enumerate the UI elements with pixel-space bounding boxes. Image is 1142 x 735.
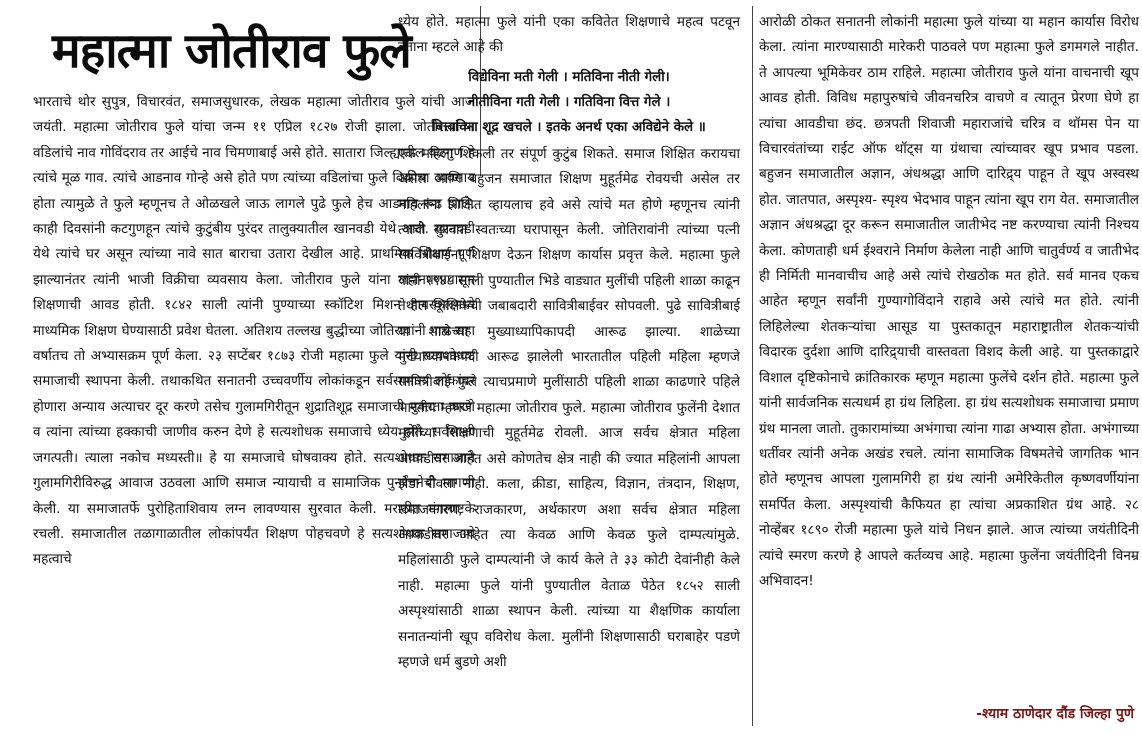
poem-line: विद्येविना मती गेली । मतिविना नीती गेली। bbox=[468, 69, 670, 85]
poem-line: वित्ताविना शूद्र खचले । इतके अनर्थ एका अविद्येने केले ॥ bbox=[432, 119, 706, 135]
article-headline: महात्मा जोतीराव फुले bbox=[52, 23, 411, 79]
poem-block bbox=[398, 65, 740, 140]
column-2-intro: ध्येय होते. महात्मा फुले यांनी एका कवितेत शिक्षणाचे महत्व पटवून देताना म्हटले आहे की bbox=[398, 14, 740, 56]
author-signature: -श्याम ठाणेदार दौंड जिल्हा पुणे bbox=[976, 706, 1134, 722]
column-2-text: एक महिला शिकली तर संपूर्ण कुटुंब शिकते. समाज शिक्षित करायचा असेल आणि बहुजन समाजात शिक्षण मुहूर्तमेढ रोवयची असेल तर महिलांना शिक्षित व्हायलाच हवे असे त्यांचे मत होणे म्हणूनच त्यांनी त्याची सुरवात स्वतःच्या घरापासून केली. जोतिरावांनी त्यांच्या पत्नी सावित्रीबाईना शिक्षण देऊन शिक्षण कार्यास प्रवृत्त केले. महात्मा फुले यांनी १९४८ साली पुण्यातील भिडे वाड्यात मुलींची पहिली शाळा काढून तेथील शिक्षिकेची जबाबदारी सावित्रीबाईवर सोपवली. पुढे सावित्रीबाई या शाळेच्या मुख्याध्यापिकापदी आरूढ झाल्या. शाळेच्या मुख्याध्यापकपदी आरूढ झालेली भारतातील पहिली महिला म्हणजे सावित्रीबाई फुले त्याचप्रमाणे मुलींसाठी पहिली शाळा काढणारे पहिले भारतीय म्हणजे महात्मा जोतीराव फुले. महात्मा जोतीराव फुलेंनी देशात मुलींच्या शिक्षणाची मुहूर्तमेढ रोवली. आज सर्वच क्षेत्रात महिला आघाडीवर आहेत असे कोणतेच क्षेत्र नाही की ज्यात महिलांनी आपला झेंडा रोवला नाही. कला, क्रीडा, साहित्य, विज्ञान, तंत्रदान, शिक्षण, समाजकारण, राजकारण, अर्थकारण अशा सर्वच क्षेत्रात महिला आघाडीवर आहेत त्या केवळ आणि केवळ फुले दाम्पत्यांमुळे. महिलांसाठी फुले दाम्पत्यांनी जे कार्य केले ते ३३ कोटी देवांनीही केले नाही. महात्मा फुले यांनी पुण्यातील वेताळ पेठेत १८५२ साली अस्पृश्यांसाठी शाळा स्थापन केली. त्यांच्या या शैक्षणिक कार्याला सनातन्यांनी खूप वविरोध केला. मुलींनी शिक्षणासाठी घराबाहेर पडणे म्हणजे धर्म बुडणे अशी bbox=[398, 145, 740, 670]
article-column-3 bbox=[759, 10, 1139, 594]
column-1-text: भारताचे थोर सुपुत्र, विचारवंत, समाजसुधारक, लेखक महात्मा जोतीराव फुले यांची आज जयंती. महात्मा जोतीराव फुले यांचा जन्म ११ एप्रिल १८२७ रोजी झाला. जोतीरावांच्या वडिलांचे नाव गोविंदराव तर आईचे नाव चिमणाबाई असे होते. सातारा जिल्ह्यातील कटगुण हे त्यांचे मूळ गाव. त्यांचे आडनाव गोन्हे असे होते पण त्यांच्या वडिलांचा फुले विक्रीचा व्यवसाय होता त्यामुळे ते फुले म्हणूनच ते ओळखले जाऊ लागले पुढे फुले हेच आडनाव रूढ झाले. काही दिवसांनी कटगुणहून त्यांचे कुटुंबीय पुरंदर तालुक्यातील खानवडी येथे आले. खानवडी येथे त्यांचे घर असून त्यांच्या नावे सात बाराचा उतारा देखील आहे. प्राथमिक शिक्षण पूर्ण झाल्यानंतर त्यांनी भाजी विक्रीचा व्यवसाय केला. जोतीराव फुले यांना लहानपणापासून शिक्षणाची आवड होती. १८४२ साली त्यांनी पुण्याच्या स्कॉटिश मिशन हायस्कूलमध्ये माध्यमिक शिक्षण घेण्यासाठी प्रवेश घेतला. अतिशय तल्लख बुद्धीच्या जोतिरावांनी पाच सहा वर्षातच तो अभ्यासक्रम पूर्ण केला. २३ सप्टेंबर १८७३ रोजी महात्मा फुले यांनी सत्यशोधक समाजाची स्थापना केली. तथाकथित सनातनी उच्चवर्णीय लोकांकडून सर्वसामान्य लोकांवर होणारा अन्याय अत्याचर दूर करणे तसेच गुलामगिरीतून शुद्रातिशूद्र समाजाची मुक्तता करणे व त्यांना त्यांच्या हक्काची जाणीव करुन देणे हे सत्यशोधक समाजाचे ध्येय होते. सर्वसाक्षी जगत्पती। त्याला नकोच मध्यस्ती॥ हे या समाजाचे घोषवाक्य होते. सत्यशोधक समाजाने गुलामगिरीविरुद्ध आवाज उठवला आणि समाज न्यायाची व सामाजिक पुनर्रचनेची मागणी केली. या समाजातर्फे पुरोहिताशिवाय लग्न लावण्यास सुरवात केली. मराठीत मंगलाष्टके रचली. समाजातील तळागाळातील लोकांपर्यंत शिक्षण पोहचवणे हे सत्यशोधक समाजाचे महत्वाचे bbox=[33, 94, 475, 568]
article-column-2 bbox=[398, 10, 740, 675]
column-3-text: आरोळी ठोकत सनातनी लोकांनी महात्मा फुले यांच्या या महान कार्यास विरोध केला. त्यांना मारण्यासाठी मारेकरी पाठवले पण महात्मा फुले डगमगले नाहीत. ते आपल्या भूमिकेवर ठाम राहिले. महात्मा जोतीराव फुले यांना वाचनाची खूप आवड होती. विविध महापुरुषांचे जीवनचरित्र वाचणे व त्यातून प्रेरणा घेणे हा त्यांचा आवडीचा छंद. छत्रपती शिवाजी महाराजांचे चरित्र व थॉमस पेन या विचारवंतांच्या राईट ऑफ थॉट्स या ग्रंथाचा त्यांच्यावर खूप प्रभाव पडला. बहुजन समाजातील अज्ञान, अंधश्रद्धा आणि दारिद्र्य पाहून ते खूप अस्वस्थ होत. जातपात, अस्पृश्य- स्पृश्य भेदभाव पाहून त्यांना खूप राग येत. समाजातील अज्ञान अंधश्रद्धा दूर करून समाजातील जातीभेद नष्ट करण्याचा त्यांनी निश्चय केला. कोणताही धर्म ईश्वराने निर्माण केलेला नाही आणि चातुर्वर्ण्य व जातीभेद ही निर्मिती मानवाचीच आहे असे त्यांचे रोखठोक मत होते. सर्व मानव एकच आहेत म्हणून सर्वांनी गुण्यागोविंदाने राहावे असे त्यांचे मत होते. त्यांनी लिहिलेल्या शेतकऱ्यांचा आसूड या पुस्तकातून महाराष्ट्रातील शेतकऱ्यांची विदारक दुर्दशा आणि दारिद्र्याची वास्तवता विशद केली आहे. या पुस्तकाद्वारे विशाल दृष्टिकोनाचे क्रांतिकारक म्हणून महात्मा फुलेंचे दर्शन होते. महात्मा फुले यांनी सार्वजनिक सत्यधर्म हा ग्रंथ लिहिला. हा ग्रंथ सत्यशोधक समाजाचा प्रमाण ग्रंथ मानला जातो. तुकारामांच्या अभंगाचा त्यांना गाढा अभ्यास होता. अभंगाच्या धर्तीवर त्यांनी अनेक अखंड रचले. त्यांना सामाजिक विषमतेचे जागतिक भान होते म्हणूनच आपला गुलामगिरी हा ग्रंथ त्यांनी अमेरिकेतील कृष्णवर्णीयांना समर्पित केला. अस्पृश्यांची कैफियत हा त्यांचा अप्रकाशित ग्रंथ आहे. २८ नोव्हेंबर १८९० रोजी महात्मा फुले यांचे निधन झाले. आज त्यांच्या जयंतीदिनी त्यांचे स्मरण करणे हे आपले कर्तव्यच आहे. महात्मा फुलेंना जयंतीदिनी विनम्र अभिवादन! bbox=[759, 14, 1139, 589]
column-divider bbox=[752, 6, 753, 726]
poem-line: नीतीविना गती गेली । गतिविना वित्त गेले । bbox=[467, 94, 671, 110]
